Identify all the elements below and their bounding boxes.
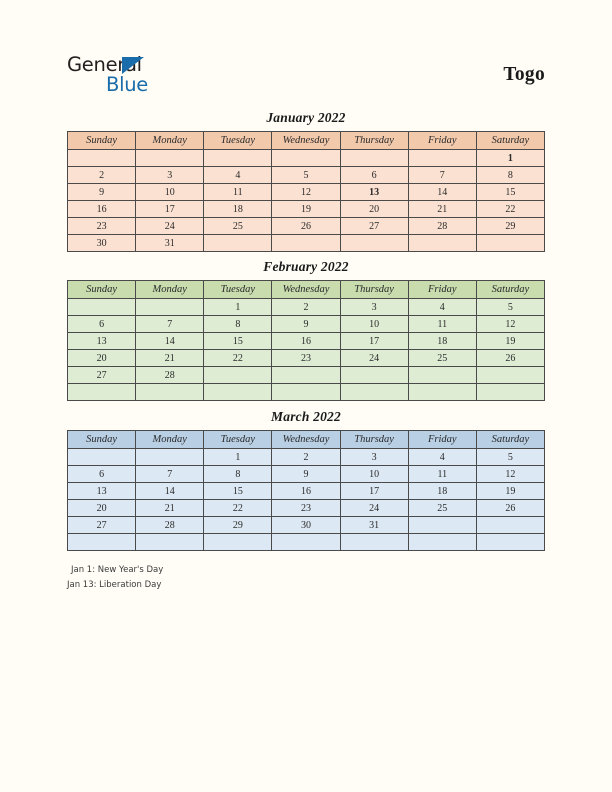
calendar-week-row — [68, 534, 545, 551]
calendar-week-row — [68, 150, 545, 167]
calendar-day-cell[interactable]: 10 — [340, 466, 408, 483]
calendar-empty-cell — [476, 384, 544, 401]
calendar-empty-cell — [204, 235, 272, 252]
calendar-day-cell[interactable]: 14 — [136, 483, 204, 500]
calendar-week-row — [68, 201, 545, 218]
calendar-body — [68, 299, 545, 401]
calendar-day-cell[interactable]: 21 — [136, 350, 204, 367]
weekday-header-friday: Friday — [408, 281, 476, 299]
weekday-header-row — [68, 281, 545, 299]
calendar-day-cell[interactable]: 3 — [136, 167, 204, 184]
calendar-empty-cell — [272, 235, 340, 252]
calendar-empty-cell — [68, 534, 136, 551]
calendar-day-cell[interactable]: 21 — [136, 500, 204, 517]
calendar-day-cell[interactable]: 20 — [68, 350, 136, 367]
calendar-day-cell[interactable]: 31 — [136, 235, 204, 252]
calendar-empty-cell — [340, 235, 408, 252]
calendar-empty-cell — [272, 150, 340, 167]
calendar-day-cell[interactable]: 22 — [204, 350, 272, 367]
calendar-day-cell[interactable]: 1 — [476, 150, 544, 167]
weekday-header-tuesday: Tuesday — [204, 132, 272, 150]
calendar-day-cell[interactable]: 26 — [476, 350, 544, 367]
logo-text-general: General — [67, 53, 142, 76]
calendar-empty-cell — [476, 517, 544, 534]
calendar-day-cell[interactable]: 18 — [408, 483, 476, 500]
month-block-january — [67, 110, 545, 252]
calendar-week-row — [68, 235, 545, 252]
calendar-day-cell[interactable]: 15 — [204, 333, 272, 350]
weekday-header-sunday: Sunday — [68, 431, 136, 449]
calendar-day-cell[interactable]: 23 — [272, 350, 340, 367]
calendar-week-row — [68, 449, 545, 466]
calendar-week-row — [68, 316, 545, 333]
calendar-empty-cell — [476, 534, 544, 551]
calendar-body — [68, 449, 545, 551]
calendar-week-row — [68, 483, 545, 500]
calendar-day-cell[interactable]: 14 — [136, 333, 204, 350]
weekday-header-tuesday: Tuesday — [204, 431, 272, 449]
calendar-empty-cell — [204, 384, 272, 401]
calendar-day-cell[interactable]: 8 — [204, 466, 272, 483]
calendar-day-cell[interactable]: 30 — [68, 235, 136, 252]
calendar-empty-cell — [204, 150, 272, 167]
calendar-day-cell[interactable]: 22 — [204, 500, 272, 517]
calendar-week-row — [68, 517, 545, 534]
calendar-day-cell[interactable]: 9 — [272, 466, 340, 483]
calendar-empty-cell — [408, 534, 476, 551]
calendar-empty-cell — [68, 449, 136, 466]
weekday-header-tuesday: Tuesday — [204, 281, 272, 299]
calendar-day-cell[interactable]: 4 — [408, 449, 476, 466]
month-title: January 2022 — [266, 110, 346, 125]
calendar-day-cell[interactable]: 29 — [476, 218, 544, 235]
calendar-empty-cell — [340, 150, 408, 167]
calendar-day-cell[interactable]: 1 — [204, 299, 272, 316]
calendar-day-cell[interactable]: 6 — [340, 167, 408, 184]
month-block-february — [67, 259, 545, 401]
calendar-day-cell[interactable]: 23 — [272, 500, 340, 517]
calendar-day-cell[interactable]: 19 — [272, 201, 340, 218]
calendar-empty-cell — [68, 299, 136, 316]
holiday-note: Jan 1: New Year's Day — [71, 565, 164, 575]
calendar-day-cell[interactable]: 26 — [272, 218, 340, 235]
page-header — [0, 0, 612, 108]
calendar-empty-cell — [204, 367, 272, 384]
calendar-day-cell[interactable]: 12 — [272, 184, 340, 201]
calendar-day-cell[interactable]: 2 — [272, 449, 340, 466]
calendar-empty-cell — [68, 384, 136, 401]
calendar-day-cell[interactable]: 9 — [272, 316, 340, 333]
weekday-header-monday: Monday — [136, 132, 204, 150]
calendar-day-cell[interactable]: 24 — [340, 350, 408, 367]
calendar-grid-february — [67, 280, 545, 401]
calendar-day-cell[interactable]: 23 — [68, 218, 136, 235]
calendar-day-cell[interactable]: 2 — [68, 167, 136, 184]
calendar-day-cell[interactable]: 11 — [408, 316, 476, 333]
month-block-march — [67, 409, 545, 551]
calendar-day-cell[interactable]: 19 — [476, 333, 544, 350]
calendar-day-cell[interactable]: 8 — [476, 167, 544, 184]
weekday-header-row — [68, 431, 545, 449]
calendar-body — [68, 150, 545, 252]
calendar-day-cell[interactable]: 22 — [476, 201, 544, 218]
calendar-day-cell[interactable]: 16 — [68, 201, 136, 218]
calendar-week-row — [68, 167, 545, 184]
calendar-day-cell[interactable]: 28 — [136, 367, 204, 384]
calendar-day-cell[interactable]: 31 — [340, 517, 408, 534]
calendar-week-row — [68, 218, 545, 235]
calendar-empty-cell — [272, 367, 340, 384]
weekday-header-friday: Friday — [408, 431, 476, 449]
calendar-week-row — [68, 466, 545, 483]
calendar-day-cell[interactable]: 2 — [272, 299, 340, 316]
calendar-week-row — [68, 367, 545, 384]
weekday-header-row — [68, 132, 545, 150]
calendar-day-cell[interactable]: 27 — [68, 517, 136, 534]
calendar-empty-cell — [408, 367, 476, 384]
calendar-week-row — [68, 500, 545, 517]
calendar-day-cell[interactable]: 11 — [204, 184, 272, 201]
weekday-header-saturday: Saturday — [476, 281, 544, 299]
weekday-header-saturday: Saturday — [476, 132, 544, 150]
weekday-header-wednesday: Wednesday — [272, 132, 340, 150]
calendar-day-cell[interactable]: 7 — [408, 167, 476, 184]
calendar-day-cell[interactable]: 14 — [408, 184, 476, 201]
calendar-day-cell[interactable]: 16 — [272, 483, 340, 500]
weekday-header-monday: Monday — [136, 281, 204, 299]
calendar-day-cell[interactable]: 17 — [340, 333, 408, 350]
weekday-header-thursday: Thursday — [340, 431, 408, 449]
weekday-header-wednesday: Wednesday — [272, 281, 340, 299]
weekday-header-friday: Friday — [408, 132, 476, 150]
calendar-day-cell[interactable]: 5 — [476, 299, 544, 316]
calendar-day-cell[interactable]: 21 — [408, 201, 476, 218]
weekday-header-sunday: Sunday — [68, 132, 136, 150]
calendar-day-cell[interactable]: 7 — [136, 466, 204, 483]
calendar-empty-cell — [340, 534, 408, 551]
calendar-empty-cell — [476, 235, 544, 252]
calendar-day-cell[interactable]: 9 — [68, 184, 136, 201]
weekday-header-thursday: Thursday — [340, 132, 408, 150]
calendar-grid-march — [67, 430, 545, 551]
calendar-empty-cell — [408, 517, 476, 534]
holiday-note: Jan 13: Liberation Day — [67, 579, 162, 590]
calendar-day-cell[interactable]: 8 — [204, 316, 272, 333]
calendar-week-row — [68, 333, 545, 350]
calendar-day-cell[interactable]: 18 — [204, 201, 272, 218]
calendar-day-cell[interactable]: 12 — [476, 316, 544, 333]
calendar-day-cell[interactable]: 10 — [340, 316, 408, 333]
weekday-header-wednesday: Wednesday — [272, 431, 340, 449]
triangle-right-icon — [122, 57, 144, 74]
calendar-day-cell[interactable]: 17 — [136, 201, 204, 218]
logo-text-blue: Blue — [106, 73, 148, 96]
calendar-day-cell[interactable]: 5 — [272, 167, 340, 184]
calendar-day-cell[interactable]: 25 — [204, 218, 272, 235]
general-blue-logo — [67, 54, 167, 98]
calendar-day-cell[interactable]: 15 — [476, 184, 544, 201]
month-title: March 2022 — [271, 409, 341, 424]
calendar-day-cell[interactable]: 15 — [204, 483, 272, 500]
calendar-day-cell[interactable]: 19 — [476, 483, 544, 500]
calendar-day-cell[interactable]: 13 — [68, 483, 136, 500]
calendar-day-cell[interactable]: 27 — [340, 218, 408, 235]
calendar-empty-cell — [136, 150, 204, 167]
calendar-day-cell[interactable]: 6 — [68, 466, 136, 483]
calendar-empty-cell — [408, 150, 476, 167]
calendar-day-cell[interactable]: 11 — [408, 466, 476, 483]
calendar-day-cell[interactable]: 24 — [340, 500, 408, 517]
weekday-header-monday: Monday — [136, 431, 204, 449]
calendar-empty-cell — [272, 384, 340, 401]
calendar-day-cell[interactable]: 18 — [408, 333, 476, 350]
calendar-empty-cell — [340, 367, 408, 384]
calendar-day-cell[interactable]: 17 — [340, 483, 408, 500]
calendar-day-cell[interactable]: 3 — [340, 449, 408, 466]
calendar-week-row — [68, 384, 545, 401]
calendar-day-cell[interactable]: 13 — [340, 184, 408, 201]
calendar-day-cell[interactable]: 28 — [408, 218, 476, 235]
calendar-empty-cell — [136, 384, 204, 401]
weekday-header-thursday: Thursday — [340, 281, 408, 299]
calendar-day-cell[interactable]: 1 — [204, 449, 272, 466]
calendar-day-cell[interactable]: 27 — [68, 367, 136, 384]
calendar-empty-cell — [408, 235, 476, 252]
calendar-day-cell[interactable]: 4 — [408, 299, 476, 316]
calendar-empty-cell — [476, 367, 544, 384]
calendar-day-cell[interactable]: 25 — [408, 350, 476, 367]
calendar-empty-cell — [68, 150, 136, 167]
calendar-week-row — [68, 299, 545, 316]
calendar-day-cell[interactable]: 6 — [68, 316, 136, 333]
calendar-week-row — [68, 350, 545, 367]
calendar-empty-cell — [136, 449, 204, 466]
calendar-empty-cell — [136, 299, 204, 316]
calendar-day-cell[interactable]: 7 — [136, 316, 204, 333]
calendar-day-cell[interactable]: 20 — [68, 500, 136, 517]
calendar-day-cell[interactable]: 26 — [476, 500, 544, 517]
weekday-header-saturday: Saturday — [476, 431, 544, 449]
calendar-grid-january — [67, 131, 545, 252]
calendar-empty-cell — [340, 384, 408, 401]
calendar-day-cell[interactable]: 16 — [272, 333, 340, 350]
weekday-header-sunday: Sunday — [68, 281, 136, 299]
calendar-day-cell[interactable]: 29 — [204, 517, 272, 534]
calendar-day-cell[interactable]: 12 — [476, 466, 544, 483]
month-title: February 2022 — [263, 259, 349, 274]
calendar-day-cell[interactable]: 28 — [136, 517, 204, 534]
calendar-day-cell[interactable]: 4 — [204, 167, 272, 184]
holiday-notes — [67, 563, 467, 592]
calendar-empty-cell — [272, 534, 340, 551]
calendar-day-cell[interactable]: 25 — [408, 500, 476, 517]
calendar-empty-cell — [136, 534, 204, 551]
calendar-day-cell[interactable]: 20 — [340, 201, 408, 218]
calendar-week-row — [68, 184, 545, 201]
calendar-day-cell[interactable]: 30 — [272, 517, 340, 534]
calendar-day-cell[interactable]: 10 — [136, 184, 204, 201]
calendar-empty-cell — [204, 534, 272, 551]
page-title: Togo — [503, 64, 545, 85]
calendar-day-cell[interactable]: 5 — [476, 449, 544, 466]
calendar-day-cell[interactable]: 3 — [340, 299, 408, 316]
calendar-day-cell[interactable]: 13 — [68, 333, 136, 350]
calendar-empty-cell — [408, 384, 476, 401]
calendar-day-cell[interactable]: 24 — [136, 218, 204, 235]
